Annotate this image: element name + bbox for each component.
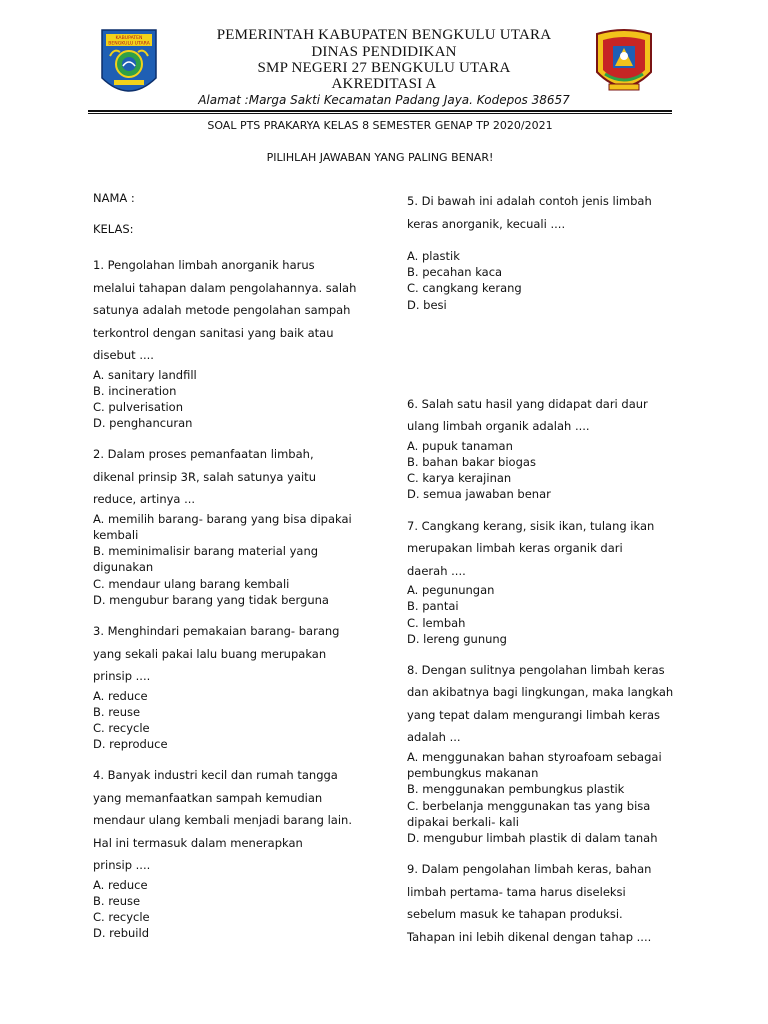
question-text-line: 8. Dengan sulitnya pengolahan limbah keras: [407, 662, 665, 677]
question-text-line: sebelum masuk ke tahapan produksi.: [407, 907, 623, 922]
answer-option: A. memilih barang- barang yang bisa dipakai: [93, 511, 352, 526]
question-text-line: Tahapan ini lebih dikenal dengan tahap ....: [407, 929, 652, 944]
answer-option: B. pantai: [407, 599, 459, 614]
question-text-line: yang sekali pakai lalu buang merupakan: [93, 646, 327, 661]
question-text-line: 1. Pengolahan limbah anorganik harus: [93, 258, 315, 272]
question-9: [407, 858, 682, 948]
answer-option: kembali: [93, 528, 139, 543]
answer-option: C. lembah: [407, 615, 466, 630]
question-text-line: 3. Menghindari pemakaian barang- barang: [93, 624, 340, 639]
question-text-line: merupakan limbah keras organik dari: [407, 541, 623, 556]
question-text-line: 6. Salah satu hasil yang didapat dari daur: [407, 396, 648, 411]
question-text-line: dan akibatnya bagi lingkungan, maka langkah: [407, 685, 674, 700]
instruction-text: PILIHLAH JAWABAN YANG PALING BENAR!: [266, 151, 494, 164]
answer-option: D. mengubur limbah plastik di dalam tanah: [407, 830, 658, 845]
answer-option: A. plastik: [407, 249, 460, 263]
emblem-text-top: KABUPATEN: [115, 36, 143, 41]
question-text-line: melalui tahapan dalam pengolahannya. salah: [93, 280, 357, 295]
question-text-line: satunya adalah metode pengolahan sampah: [93, 303, 351, 317]
answer-option: C. mendaur ulang barang kembali: [93, 576, 290, 591]
answer-option: B. reuse: [93, 894, 141, 909]
answer-option: B. meminimalisir barang material yang: [93, 544, 319, 559]
answer-option: A. reduce: [93, 688, 148, 703]
answer-option: B. bahan bakar biogas: [407, 455, 536, 470]
answer-option: A. menggunakan bahan styroafoam sebagai: [407, 749, 662, 764]
question-text-line: reduce, artinya ...: [93, 492, 196, 507]
answer-option: C. recycle: [93, 910, 150, 925]
answer-option: digunakan: [93, 560, 154, 575]
header-divider-thin: [88, 113, 672, 114]
answer-option: B. reuse: [93, 704, 141, 719]
question-text-line: 2. Dalam proses pemanfaatan limbah,: [93, 447, 314, 462]
question-text-line: yang memanfaatkan sampah kemudian: [93, 790, 323, 805]
question-text-line: prinsip ....: [93, 669, 151, 684]
answer-option: A. pegunungan: [407, 583, 495, 598]
answer-option: B. menggunakan pembungkus plastik: [407, 782, 625, 797]
question-8: [407, 659, 682, 846]
question-4: [93, 764, 368, 941]
question-text-line: disebut ....: [93, 348, 154, 362]
answer-option: A. reduce: [93, 877, 148, 892]
letterhead-line-department: DINAS PENDIDIKAN: [311, 44, 457, 60]
question-text-line: 4. Banyak industri kecil dan rumah tangga: [93, 768, 338, 783]
question-text-line: 5. Di bawah ini adalah contoh jenis limbah: [407, 194, 652, 208]
answer-option: C. berbelanja menggunakan tas yang bisa: [407, 798, 651, 813]
question-text-line: keras anorganik, kecuali ....: [407, 216, 566, 231]
answer-option: D. semua jawaban benar: [407, 487, 551, 502]
question-text-line: ulang limbah organik adalah ....: [407, 419, 590, 434]
right-column: [407, 190, 682, 948]
answer-option: D. rebuild: [93, 926, 149, 941]
answer-option: dipakai berkali- kali: [407, 814, 519, 829]
name-field-label: NAMA :: [93, 191, 135, 205]
school-emblem-logo: [593, 28, 655, 98]
question-2: [93, 443, 368, 608]
question-3: [93, 620, 368, 752]
question-text-line: daerah ....: [407, 563, 466, 578]
class-field-label: KELAS:: [93, 222, 134, 236]
answer-option: D. besi: [407, 297, 447, 312]
letterhead-line-government: PEMERINTAH KABUPATEN BENGKULU UTARA: [216, 27, 552, 43]
answer-option: D. reproduce: [93, 737, 168, 752]
answer-option: D. mengubur barang yang tidak berguna: [93, 592, 329, 607]
letterhead-address: Alamat :Marga Sakti Kecamatan Padang Jaya. Kodepos 38657: [198, 93, 570, 107]
emblem-text-bottom: BENGKULU UTARA: [108, 41, 150, 47]
question-text-line: Hal ini termasuk dalam menerapkan: [93, 835, 303, 850]
answer-option: A. pupuk tanaman: [407, 438, 513, 453]
question-5: [407, 190, 682, 313]
question-1: [93, 254, 368, 431]
answer-option: B. pecahan kaca: [407, 265, 503, 280]
answer-option: C. recycle: [93, 720, 150, 735]
header-divider-thick: [88, 110, 672, 112]
answer-option: C. cangkang kerang: [407, 281, 522, 296]
question-text-line: 9. Dalam pengolahan limbah keras, bahan: [407, 862, 652, 877]
answer-option: D. penghancuran: [93, 416, 193, 431]
question-text-line: terkontrol dengan sanitasi yang baik atau: [93, 325, 334, 340]
answer-option: A. sanitary landfill: [93, 367, 197, 382]
answer-option: C. pulverisation: [93, 399, 183, 414]
question-text-line: yang tepat dalam mengurangi limbah keras: [407, 707, 660, 722]
question-text-line: adalah ...: [407, 730, 461, 745]
letterhead-line-school: SMP NEGERI 27 BENGKULU UTARA: [257, 60, 511, 76]
answer-option: pembungkus makanan: [407, 766, 539, 781]
question-text-line: mendaur ulang kembali menjadi barang lain.: [93, 813, 352, 828]
answer-option: C. karya kerajinan: [407, 471, 512, 486]
district-emblem-logo: [100, 28, 158, 102]
question-text-line: prinsip ....: [93, 858, 151, 873]
question-6: [407, 393, 682, 503]
question-text-line: dikenal prinsip 3R, salah satunya yaitu: [93, 469, 316, 484]
answer-option: D. lereng gunung: [407, 631, 507, 646]
letterhead-line-accreditation: AKREDITASI A: [331, 76, 437, 92]
question-text-line: limbah pertama- tama harus diseleksi: [407, 884, 626, 899]
question-text-line: 7. Cangkang kerang, sisik ikan, tulang ikan: [407, 518, 655, 533]
answer-option: B. incineration: [93, 383, 177, 398]
left-column: [93, 190, 368, 942]
question-7: [407, 515, 682, 647]
exam-title: SOAL PTS PRAKARYA KELAS 8 SEMESTER GENAP TP 2020/2021: [207, 119, 553, 132]
